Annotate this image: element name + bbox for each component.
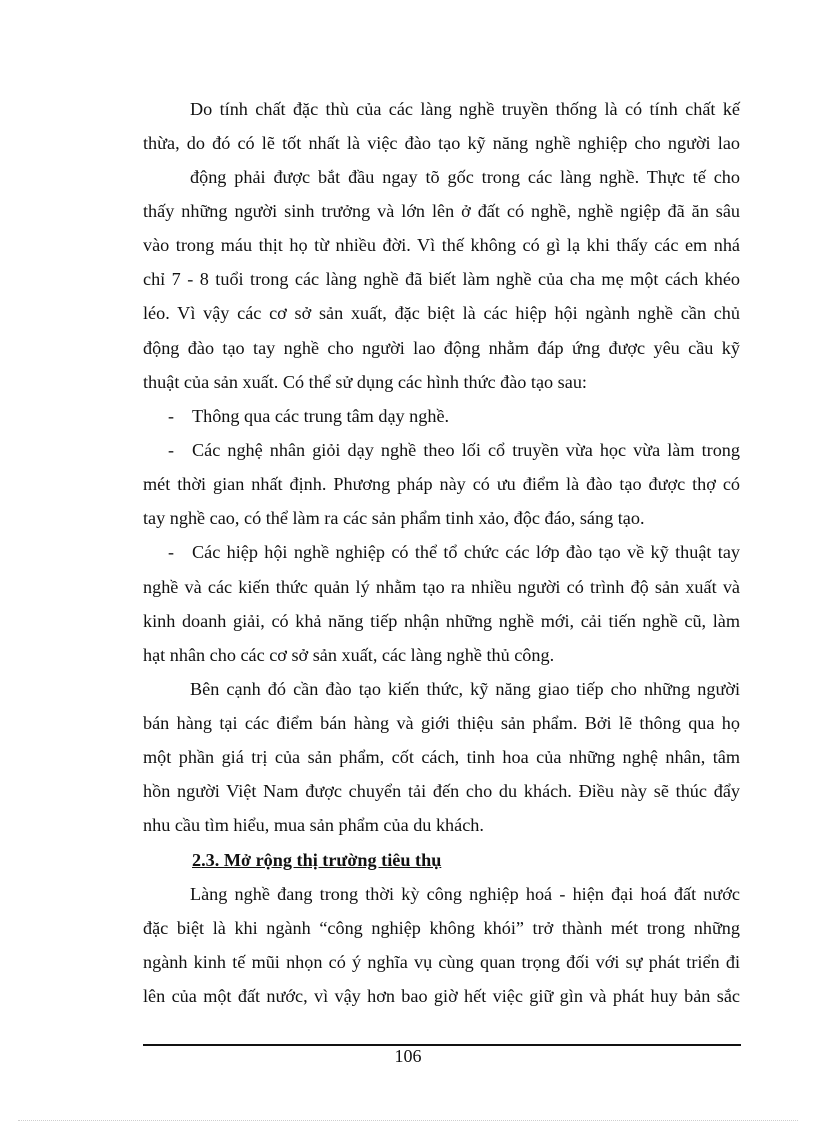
bullet-dash: - [168, 440, 174, 460]
paragraph-line: Làng nghề đang trong thời kỳ công nghiệp hoá - hiện đại hoá đất nước [190, 884, 740, 904]
paragraph-line: mét thời gian nhất định. Phương pháp này có ưu điểm là đào tạo được thợ có [143, 474, 740, 494]
paragraph-line: thuật của sản xuất. Có thể sử dụng các hình thức đào tạo sau: [143, 372, 587, 392]
list-item: Các hiệp hội nghề nghiệp có thể tổ chức các lớp đào tạo về kỹ thuật tay [192, 542, 740, 562]
page-number: 106 [394, 1046, 422, 1066]
list-item: Các nghệ nhân giỏi dạy nghề theo lối cổ truyền vừa học vừa làm trong [192, 440, 740, 460]
paragraph-line: hạt nhân cho các cơ sở sản xuất, các làng nghề thủ công. [143, 645, 555, 665]
paragraph-line: tay nghề cao, có thể làm ra các sản phẩm tinh xảo, độc đáo, sáng tạo. [143, 508, 645, 528]
paragraph-line: nghề và các kiến thức quản lý nhằm tạo ra nhiều người có trình độ sản xuất và [143, 577, 740, 597]
paragraph-line: động đào tạo tay nghề cho người lao động nhằm đáp ứng được yêu cầu kỹ [143, 338, 740, 358]
paragraph-line: chỉ 7 - 8 tuổi trong các làng nghề đã biết làm nghề của cha mẹ một cách khéo [143, 269, 740, 289]
section-heading: 2.3. Mở rộng thị trường tiêu thụ [192, 850, 442, 870]
list-item: Thông qua các trung tâm dạy nghề. [192, 406, 450, 426]
paragraph-line: lên của một đất nước, vì vậy hơn bao giờ hết việc giữ gìn và phát huy bản sắc [143, 986, 740, 1006]
paragraph-line: vào trong máu thịt họ từ nhiều đời. Vì thế không có gì lạ khi thấy các em nhá [143, 235, 740, 255]
paragraph-line: léo. Vì vậy các cơ sở sản xuất, đặc biệt là các hiệp hội ngành nghề cần chủ [143, 303, 740, 323]
paragraph-line: động phải được bắt đầu ngay tõ gốc trong các làng nghề. Thực tế cho [190, 167, 740, 187]
page-edge-divider [18, 1120, 798, 1121]
paragraph-line: kinh doanh giải, có khả năng tiếp nhận những nghề mới, cải tiến nghề cũ, làm [143, 611, 740, 631]
paragraph-line: nhu cầu tìm hiểu, mua sản phẩm của du khách. [143, 815, 484, 835]
paragraph-line: một phần giá trị của sản phẩm, cốt cách, tinh hoa của những nghệ nhân, tâm [143, 747, 740, 767]
paragraph-line: Bên cạnh đó cần đào tạo kiến thức, kỹ năng giao tiếp cho những người [190, 679, 740, 699]
paragraph-line: thừa, do đó có lẽ tốt nhất là việc đào tạo kỹ năng nghề nghiệp cho người lao [143, 133, 740, 153]
bullet-dash: - [168, 542, 174, 562]
paragraph-line: thấy những người sinh trưởng và lớn lên ở đất có nghề, nghề ngiệp đã ăn sâu [143, 201, 740, 221]
paragraph-line: hồn người Việt Nam được chuyển tải đến cho du khách. Điều này sẽ thúc đẩy [143, 781, 740, 801]
paragraph-line: Do tính chất đặc thù của các làng nghề truyền thống là có tính chất kế [190, 99, 740, 119]
paragraph-line: đặc biệt là khi ngành “công nghiệp không khói” trở thành mét trong những [143, 918, 740, 938]
bullet-dash: - [168, 406, 174, 426]
paragraph-line: bán hàng tại các điểm bán hàng và giới thiệu sản phẩm. Bởi lẽ thông qua họ [143, 713, 740, 733]
paragraph-line: ngành kinh tế mũi nhọn có ý nghĩa vụ cùng quan trọng đối với sự phát triển đi [143, 952, 740, 972]
